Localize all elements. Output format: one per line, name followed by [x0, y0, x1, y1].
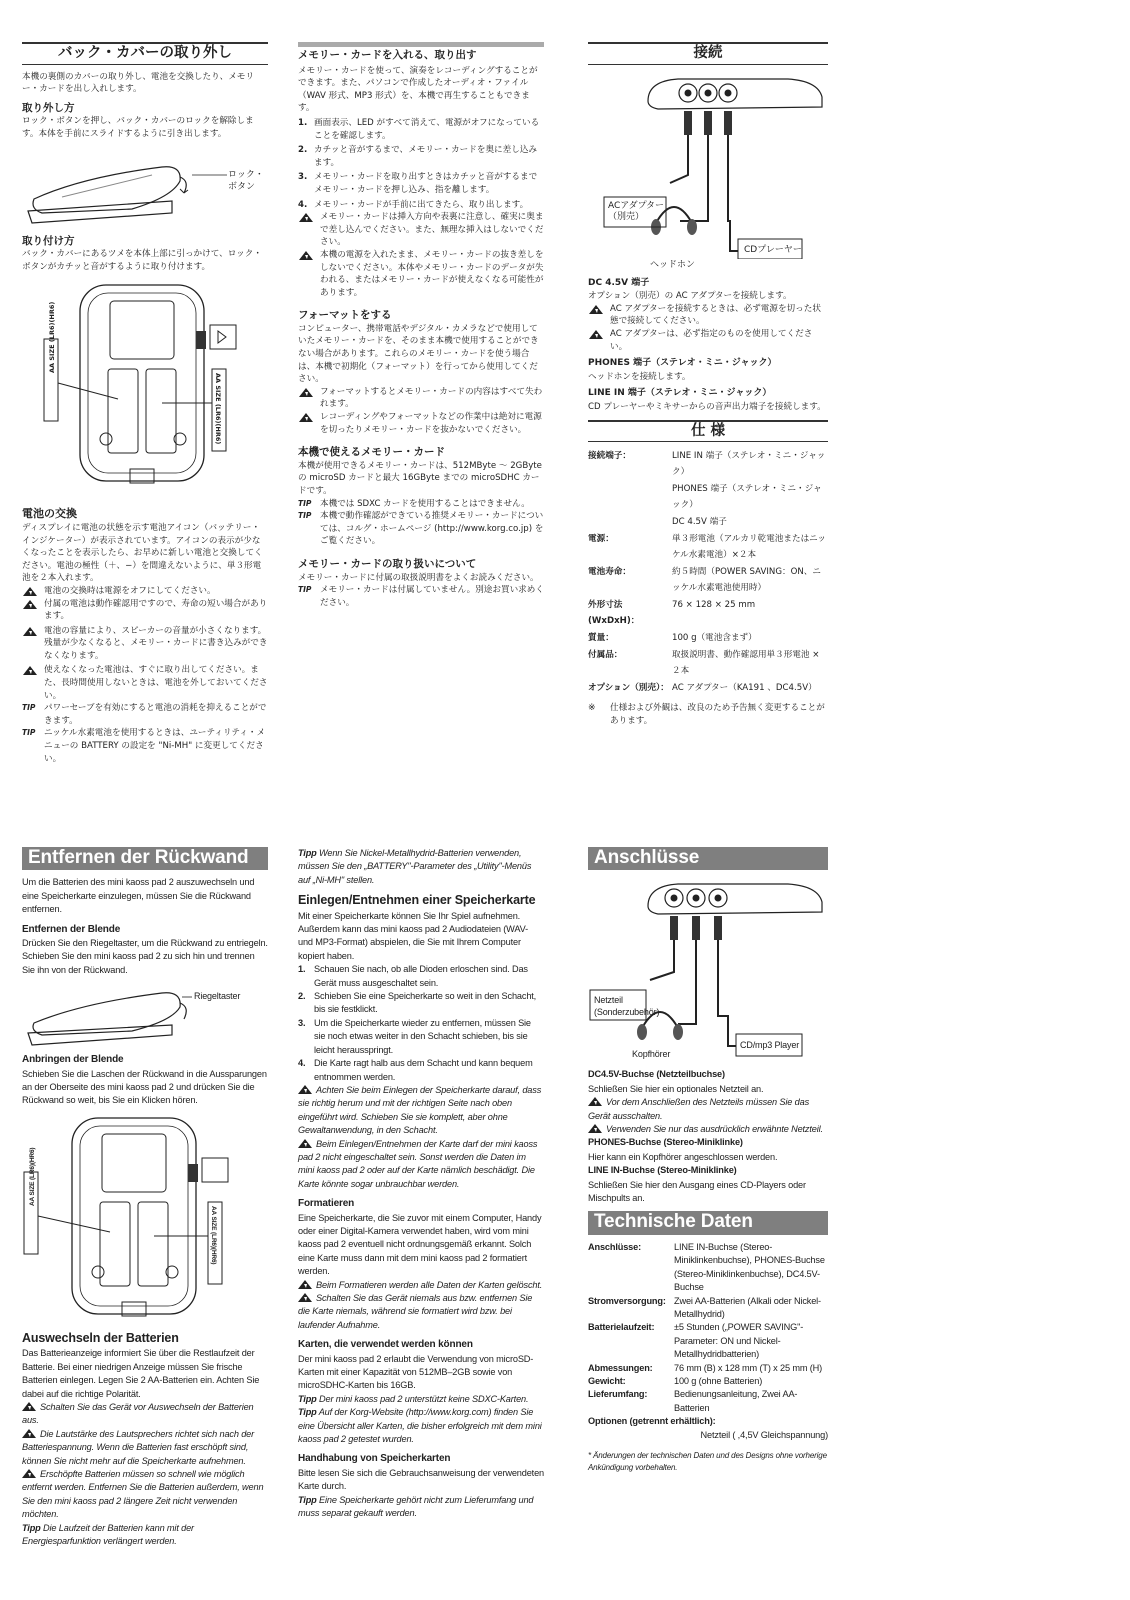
- jp-remove-heading: 取り外し方: [22, 101, 75, 114]
- jp-battery-note-4: 使えなくなった電池は、すぐに取り出してください。また、長時間使用しないときは、電池を外しておいてください。: [22, 664, 268, 702]
- de-back-title: Entfernen der Rückwand: [22, 847, 268, 870]
- de-col-3: [588, 847, 828, 1474]
- jp-dc-note-2: AC アダプターは、必ず指定のものを使用してください。: [588, 328, 828, 353]
- jp-format-note-1: フォーマットするとメモリー・カードの内容はすべて失われます。: [298, 386, 544, 411]
- de-format-title: Formatieren: [298, 1198, 355, 1210]
- spec-key: 電源：: [588, 534, 614, 545]
- connection-drawing: [588, 876, 828, 1062]
- connection-drawing: [588, 71, 828, 259]
- spec-value: Zwei AA-Batterien (Alkali oder Nickel-Metallhydrid): [674, 1295, 821, 1319]
- tip-icon: Tipp: [298, 1494, 317, 1505]
- de-phones-heading: PHONES-Buchse (Stereo-Miniklinke): [588, 1137, 743, 1148]
- tip-icon: TIP: [298, 585, 312, 595]
- tip-icon: TIP: [298, 511, 312, 521]
- spec-key: Stromversorgung:: [588, 1295, 666, 1306]
- jp-handle-text: メモリー・カードに付属の取扱説明書をよくお読みください。: [298, 572, 539, 583]
- de-lock-label: Riegeltaster: [194, 991, 241, 1002]
- jp-headphones-label: ヘッドホン: [650, 259, 696, 270]
- caution-hand-icon: [23, 599, 38, 610]
- de-spec-table: [588, 1241, 828, 1415]
- spec-key: Lieferumfang:: [588, 1389, 648, 1400]
- de-dc-text: Schließen Sie hier ein optionales Netzteil an.: [588, 1083, 764, 1094]
- spec-key: Abmessungen:: [588, 1362, 653, 1373]
- de-spec-title: Technische Daten: [588, 1211, 828, 1234]
- jp-spec-table: [588, 448, 828, 696]
- caution-hand-icon: [588, 1096, 603, 1107]
- jp-handle-title: メモリー・カードの取り扱いについて: [298, 557, 477, 570]
- jp-lock-label: ロック・ボタン: [228, 169, 264, 193]
- spec-key: Gewicht:: [588, 1375, 626, 1386]
- jp-usable-tip-1: TIP 本機では SDXC カードを使用することはできません。: [298, 498, 530, 509]
- caution-hand-icon: [588, 1123, 603, 1134]
- de-step-1: 1. Schauen Sie nach, ob alle Dioden erloschen sind. Das Gerät muss ausgeschaltet sein.: [298, 964, 528, 988]
- de-battery-illustration: [22, 1112, 268, 1320]
- de-format-text: Eine Speicherkarte, die Sie zuvor mit einem Computer, Handy oder einer Digital-Kamera verwendet haben, wird vom mini kaoss pad 2 eventuell nicht ordnungsgemäß erkannt. Solch eine Karte muss dann mit dem mini kaoss pad 2 formatiert werden.: [298, 1212, 542, 1277]
- note-mark: ※: [588, 703, 596, 714]
- de-spec-options-value: Netzteil ( ,4,5V Gleichspannung): [700, 1429, 828, 1440]
- jp-ac-label: ACアダプター（別売）: [608, 200, 665, 222]
- de-col-1: [22, 847, 268, 1548]
- jp-battery-text: ディスプレイに電池の状態を示す電池アイコン（バッテリー・インジケーター）が表示されています。アイコンの表示が少なくなったことを表示したら、お早めに新しい電池と交換してください。電池の極性（＋、−）を間違えないように、単３形電池を２本入れます。: [22, 522, 263, 584]
- jp-back-intro: 本機の裏側のカバーの取り外し、電池を交換したり、メモリー・カードを出し入れします。: [22, 71, 255, 95]
- caution-hand-icon: [22, 1428, 37, 1439]
- spec-value: LINE IN-Buchse (Stereo-Miniklinkenbuchse), PHONES-Buchse (Stereo-Miniklinkenbuchse), DC4.5V-Buchse: [674, 1241, 825, 1293]
- jp-battery-tip-2: TIP ニッケル水素電池を使用するときは、ユーティリティ・メニューの BATTERY の設定を "Ni-MH" に変更してください。: [22, 728, 266, 764]
- spec-value: 76 mm (B) x 128 mm (T) x 25 mm (H): [674, 1362, 823, 1373]
- spec-value: AC アダプター（KA191 、DC4.5V）: [672, 683, 817, 694]
- jp-format-note-2: レコーディングやフォーマットなどの作業中は絶対に電源を切ったりメモリー・カードを抜かないでください。: [298, 411, 544, 436]
- caution-hand-icon: [299, 412, 314, 423]
- spec-key: Batterielaufzeit:: [588, 1322, 655, 1333]
- jp-battery-note-2: 付属の電池は動作確認用ですので、寿命の短い場合があります。: [22, 598, 268, 623]
- jp-slide-illustration: [22, 147, 268, 227]
- tip-icon: Tipp: [298, 848, 317, 858]
- spec-value: 76 × 128 × 25 mm: [672, 600, 756, 611]
- caution-hand-icon: [298, 1138, 313, 1149]
- de-headphones-label: Kopfhörer: [632, 1049, 671, 1060]
- jp-aa-label-right: AA SIZE (LR6)(HR6): [214, 373, 222, 445]
- spec-key: 電池寿命：: [588, 567, 631, 578]
- de-back-intro: Um die Batterien des mini kaoss pad 2 auszuwechseln und eine Speicherkarte einzulegen, müssen Sie die Rückwand entfernen.: [22, 877, 255, 915]
- de-memory-intro: Mit einer Speicherkarte können Sie Ihr Spiel aufnehmen. Außerdem kann das mini kaoss pad 2 Audiodateien (WAV- und MP3-Format) abspielen, die Sie mit Ihrem Computer kopiert haben.: [298, 910, 529, 961]
- caution-hand-icon: [589, 304, 604, 315]
- device-back-drawing: [22, 1112, 268, 1320]
- de-col-2: [298, 847, 544, 1521]
- caution-hand-icon: [299, 212, 314, 223]
- spec-value: 100 g（電池含まず）: [672, 633, 757, 644]
- jp-dc-text: オプション（別売）の AC アダプターを接続します。: [588, 291, 792, 302]
- de-step-4: 4. Die Karte ragt halb aus dem Schacht und kann bequem entnommen werden.: [298, 1058, 533, 1082]
- tip-icon: TIP: [298, 498, 312, 508]
- de-handle-tip-1: Tipp Eine Speicherkarte gehört nicht zum Lieferumfang und muss separat gekauft werden.: [298, 1494, 534, 1519]
- caution-hand-icon: [589, 329, 604, 340]
- spec-value: Bedienungsanleitung, Zwei AA-Batterien: [674, 1389, 798, 1413]
- de-ac-label: Netzteil (Sonderzubehör): [594, 995, 660, 1018]
- jp-memory-intro: メモリー・カードを使って、演奏をレコーディングすることができます。また、パソコンで作成したオーディオ・ファイル（WAV 形式、MP3 形式）を、本機で再生することもできます。: [298, 65, 538, 114]
- de-attach-text: Schieben Sie die Laschen der Rückwand in die Aussparungen an der Oberseite des mini kaoss pad 2 und drücken Sie die Rückwand so weit, bis Sie ein Klicken hören.: [22, 1068, 267, 1106]
- spec-key: 外形寸法 (WxDxH)：: [588, 600, 640, 627]
- caution-hand-icon: [23, 626, 38, 637]
- de-battery-text: Das Batterieanzeige informiert Sie über die Restlaufzeit der Batterie. Bei einer niedrigen Anzeige müssen Sie frische Batterien einlegen. Legen Sie 2 AA-Batterien ein. Achten Sie dabei auf die richtige Polarität.: [22, 1348, 260, 1399]
- jp-back-title: バック・カバーの取り外し: [22, 42, 268, 65]
- spec-key: Anschlüsse:: [588, 1241, 641, 1252]
- caution-hand-icon: [22, 1468, 37, 1479]
- de-battery-note-3: Erschöpfte Batterien müssen so schnell wie möglich entfernt werden. Entfernen Sie die Batterien außerdem, wenn Sie den mini kaoss pad 2 längere Zeit nicht verwenden möchten.: [22, 1468, 264, 1520]
- jp-col-1: [22, 42, 268, 765]
- jp-linein-text: CD プレーヤーやミキサーからの音声出力端子を接続します。: [588, 401, 826, 412]
- caution-hand-icon: [298, 1292, 313, 1303]
- de-battery-note-1: Schalten Sie das Gerät vor Auswechseln der Batterien aus.: [22, 1401, 254, 1426]
- jp-phones-text: ヘッドホンを接続します。: [588, 371, 691, 382]
- de-spec-footnote: * Änderungen der technischen Daten und des Designs ohne vorherige Ankündigung vorbehalten.: [588, 1450, 827, 1472]
- jp-remove-text: ロック・ボタンを押し、バック・カバーのロックを解除します。本体を手前にスライドするように引き出します。: [22, 116, 254, 139]
- jp-linein-heading: LINE IN 端子（ステレオ・ミニ・ジャック）: [588, 388, 772, 399]
- de-memory-title: Einlegen/Entnehmen einer Speicherkarte: [298, 893, 536, 908]
- de-battery-tip-1: Tipp Die Laufzeit der Batterien kann mit der Energiesparfunktion verlängert werden.: [22, 1522, 194, 1546]
- de-linein-heading: LINE IN-Buchse (Stereo-Miniklinke): [588, 1165, 737, 1176]
- de-handle-title: Handhabung von Speicherkarten: [298, 1453, 451, 1465]
- de-remove-heading: Entfernen der Blende: [22, 923, 121, 935]
- de-step-3: 3. Um die Speicherkarte wieder zu entfernen, müssen Sie sie noch etwas weiter in den Schacht schieben, bis sie leicht herausspringt.: [298, 1017, 531, 1055]
- de-dc-note-1: Vor dem Anschließen des Netzteils müssen Sie das Gerät ausschalten.: [588, 1097, 810, 1121]
- jp-usable-tip-2: TIP 本機で動作確認ができている推奨メモリー・カードについては、コルグ・ホームページ (http://www.korg.co.jp) をご覧ください。: [298, 511, 544, 547]
- de-dc-heading: DC4.5V-Buchse (Netzteilbuchse): [588, 1069, 725, 1080]
- jp-spec-title: 仕 様: [588, 420, 828, 443]
- jp-connection-diagram: [588, 71, 828, 270]
- de-connection-diagram: [588, 876, 828, 1062]
- de-spec-options: Optionen (getrennt erhältlich):: [588, 1416, 716, 1427]
- jp-memory-note-1: メモリー・カードは挿入方向や表裏に注意し、確実に奥まで差し込んでください。また、無理な挿入はしないでください。: [298, 211, 544, 249]
- jp-battery-note-3: 電池の容量により、スピーカーの音量が小さくなります。残量が少なくなると、メモリー・カードに書き込みができなくなります。: [22, 625, 268, 663]
- jp-attach-heading: 取り付け方: [22, 234, 75, 247]
- jp-battery-note-1: 電池の交換時は電源をオフにしてください。: [22, 585, 268, 598]
- jp-memory-note-2: 本機の電源を入れたまま、メモリー・カードの抜き差しをしないでください。本体やメモリー・カードのデータが失われる、またはメモリー・カードが使えなくなる可能性があります。: [298, 249, 544, 299]
- jp-step-4: 4. メモリー・カードが手前に出てきたら、取り出します。: [298, 199, 529, 210]
- de-usable-text: Der mini kaoss pad 2 erlaubt die Verwendung von microSD-Karten mit einer Kapazität von 512MB–2GB sowie von microSDHC-Karten bis 16GB.: [298, 1353, 534, 1391]
- spec-key: [588, 514, 672, 530]
- spec-key: [588, 481, 672, 513]
- de-battery-note-2: Die Lautstärke des Lautsprechers richtet sich nach der Batteriespannung. Wenn die Batterien fast erschöpft sind, können Sie nicht mehr auf die Speicherkarte aufnehmen.: [22, 1428, 255, 1466]
- de-aa-label-left: AA SIZE (LR6)(HR6): [29, 1147, 36, 1206]
- jp-cd-label: CDプレーヤー: [744, 244, 802, 255]
- caution-hand-icon: [23, 586, 38, 597]
- spec-value: PHONES 端子（ステレオ・ミニ・ジャック）: [672, 484, 822, 511]
- spec-value: 単３形電池（アルカリ乾電池またはニッケル水素電池）×２本: [672, 534, 827, 561]
- caution-hand-icon: [299, 250, 314, 261]
- spec-key: 接続端子：: [588, 451, 631, 462]
- de-format-note-2: Schalten Sie das Gerät niemals aus bzw. entfernen Sie die Karte niemals, während sie formatiert wird bzw. bei laufender Aufnahme.: [298, 1293, 533, 1330]
- de-cd-label: CD/mp3 Player: [740, 1040, 800, 1051]
- jp-battery-tip-1: TIP パワーセーブを有効にすると電池の消耗を抑えることができます。: [22, 703, 267, 726]
- jp-aa-label-left: AA SIZE (LR6)(HR6): [48, 301, 56, 374]
- caution-hand-icon: [298, 1084, 313, 1095]
- spec-key: 付属品：: [588, 650, 623, 661]
- spec-key: オプション（別売）：: [588, 683, 669, 694]
- caution-hand-icon: [298, 1279, 313, 1290]
- caution-hand-icon: [299, 387, 314, 398]
- jp-memory-title: メモリー・カードを入れる、取り出す: [298, 42, 544, 62]
- de-linein-text: Schließen Sie hier den Ausgang eines CD-Players oder Mischpults an.: [588, 1179, 806, 1204]
- de-phones-text: Hier kann ein Kopfhörer angeschlossen werden.: [588, 1151, 778, 1162]
- de-slide-illustration: [22, 981, 268, 1047]
- device-back-drawing: [22, 279, 268, 494]
- de-memory-note-1: Achten Sie beim Einlegen der Speicherkarte darauf, dass sie richtig herum und mit der richtigen Seite nach oben eingeführt wird. Schieben Sie sie komplett, aber ohne Gewaltanwendung, in den Schacht.: [298, 1084, 542, 1136]
- de-remove-text: Drücken Sie den Riegeltaster, um die Rückwand zu entriegeln. Schieben Sie den mini kaoss pad 2 zu sich hin und trennen Sie ihn von der Rückwand.: [22, 938, 268, 975]
- spec-value: DC 4.5V 端子: [672, 517, 727, 528]
- jp-step-1: 1. 画面表示、LED がすべて消えて、電源がオフになっていることを確認します。: [298, 117, 540, 141]
- jp-usable-title: 本機で使えるメモリー・カード: [298, 446, 445, 459]
- jp-spec-footnote: ※ 仕様および外観は、改良のため予告無く変更することがあります。: [588, 703, 825, 726]
- jp-conn-title: 接続: [588, 42, 828, 65]
- jp-format-text: コンピューター、携帯電話やデジタル・カメラなどで使用していたメモリー・カードを、そのまま本機で使用することができない場合があります。これらのメモリー・カードを使う場合は、本機で初期化（フォーマット）を行ってから使用してください。: [298, 323, 539, 385]
- tip-icon: TIP: [22, 703, 36, 713]
- jp-step-2: 2. カチッと音がするまで、メモリー・カードを奥に差し込みます。: [298, 145, 538, 168]
- de-format-note-1: Beim Formatieren werden alle Daten der Karten gelöscht.: [298, 1279, 544, 1292]
- caution-hand-icon: [23, 665, 38, 676]
- jp-phones-heading: PHONES 端子（ステレオ・ミニ・ジャック）: [588, 358, 777, 369]
- jp-col-2: [298, 42, 544, 609]
- de-conn-title: Anschlüsse: [588, 847, 828, 870]
- de-usable-title: Karten, die verwendet werden können: [298, 1339, 473, 1351]
- jp-dc-heading: DC 4.5V 端子: [588, 277, 650, 288]
- caution-hand-icon: [22, 1401, 37, 1412]
- jp-handle-tip-1: TIP メモリー・カードは付属していません。別途お買い求めください。: [298, 585, 544, 608]
- spec-key: 質量：: [588, 633, 614, 644]
- jp-step-3: 3. メモリー・カードを取り出すときはカチッと音がするまでメモリー・カードを押し込み、指を離します。: [298, 172, 538, 195]
- tip-icon: Tipp: [298, 1393, 317, 1404]
- de-step-2: 2. Schieben Sie eine Speicherkarte so weit in den Schacht, bis sie festklickt.: [298, 991, 537, 1015]
- de-dc-note-2: Verwenden Sie nur das ausdrücklich erwähnte Netzteil.: [588, 1123, 828, 1136]
- jp-usable-text: 本機が使用できるメモリー・カードは、512MByte ～ 2GByte の microSD カードと最大 16GByte までの microSDHC カードです。: [298, 460, 542, 496]
- de-aa-label-right: AA SIZE (LR6)(HR6): [210, 1205, 217, 1265]
- tip-icon: Tipp: [298, 1407, 317, 1418]
- de-tip-nimh: Tipp Wenn Sie Nickel-Metallhydrid-Batterien verwenden, müssen Sie den „BATTERY"-Parameter des „Utility"-Menüs auf „Ni-MH" stellen.: [298, 848, 532, 885]
- jp-col-3: [588, 42, 828, 727]
- tip-icon: TIP: [22, 728, 36, 738]
- spec-value: 取扱説明書、動作確認用単３形電池 ×２本: [672, 650, 820, 677]
- de-attach-heading: Anbringen der Blende: [22, 1054, 124, 1066]
- jp-battery-title: 電池の交換: [22, 507, 77, 521]
- spec-value: ±5 Stunden („POWER SAVING"-Parameter: ON und Nickel-Metallhydridbatterien): [674, 1322, 804, 1360]
- jp-battery-illustration: [22, 279, 268, 494]
- de-handle-text: Bitte lesen Sie sich die Gebrauchsanweisung der verwendeten Karte durch.: [298, 1467, 545, 1492]
- spec-value: 約５時間（POWER SAVING：ON、ニッケル水素電池使用時）: [672, 567, 821, 594]
- jp-format-title: フォーマットをする: [298, 309, 392, 322]
- de-usable-tip-2: Tipp Auf der Korg-Website (http://www.korg.com) finden Sie eine Übersicht aller Karten, die bisher erfolgreich mit dem mini kaoss pad 2 getestet wurden.: [298, 1407, 542, 1445]
- de-battery-title: Auswechseln der Batterien: [22, 1330, 179, 1345]
- spec-value: 100 g (ohne Batterien): [674, 1375, 763, 1386]
- jp-dc-note-1: AC アダプターを接続するときは、必ず電源を切った状態で接続してください。: [588, 303, 828, 328]
- spec-value: LINE IN 端子（ステレオ・ミニ・ジャック）: [672, 451, 826, 478]
- de-usable-tip-1: Tipp Der mini kaoss pad 2 unterstützt keine SDXC-Karten.: [298, 1393, 529, 1404]
- de-memory-note-2: Beim Einlegen/Entnehmen der Karte darf der mini kaoss pad 2 nicht eingeschaltet sein. Sonst werden die Daten im mini kaoss pad 2 oder auf der Karte nämlich beschädigt. Die Karte könnte sogar unbrauchbar werden.: [298, 1138, 538, 1189]
- jp-attach-text: バック・カバーにあるツメを本体上部に引っかけて、ロック・ボタンがカチッと音がするように取り付けます。: [22, 249, 262, 272]
- tip-icon: Tipp: [22, 1522, 41, 1533]
